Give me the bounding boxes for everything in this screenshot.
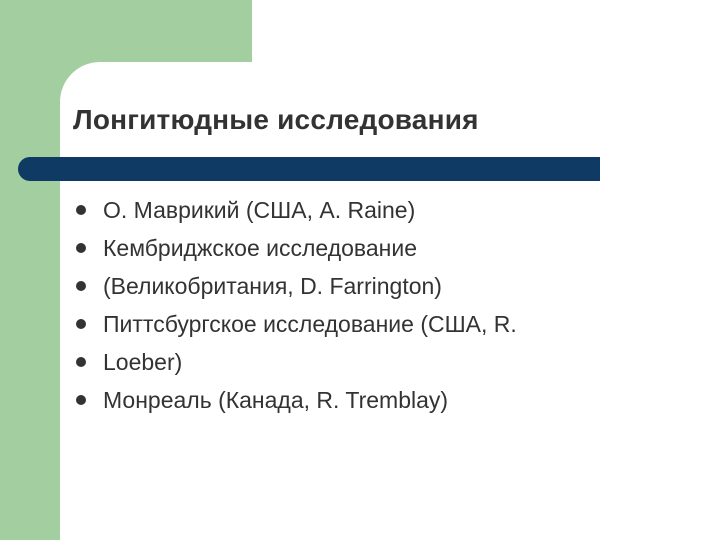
slide-title: Лонгитюдные исследования xyxy=(73,104,479,135)
bullet-dot-icon xyxy=(76,319,86,329)
bullet-text: Loeber) xyxy=(103,349,183,375)
bullet-dot-icon xyxy=(76,395,86,405)
bullet-dot-icon xyxy=(76,357,86,367)
bullet-text: Монреаль (Канада, R. Tremblay) xyxy=(103,387,449,413)
bullet-text: (Великобритания, D. Farrington) xyxy=(103,273,442,299)
title-underline-bar xyxy=(18,157,600,181)
bullet-dot-icon xyxy=(76,281,86,291)
decorative-green-strip-left xyxy=(0,0,60,540)
bullet-dot-icon xyxy=(76,205,86,215)
bullet-text: Кембриджское исследование xyxy=(103,235,418,261)
bullet-text: Питтсбургское исследование (США, R. xyxy=(103,311,517,337)
bullet-dot-icon xyxy=(76,243,86,253)
bullet-text: О. Маврикий (США, A. Raine) xyxy=(103,197,416,223)
